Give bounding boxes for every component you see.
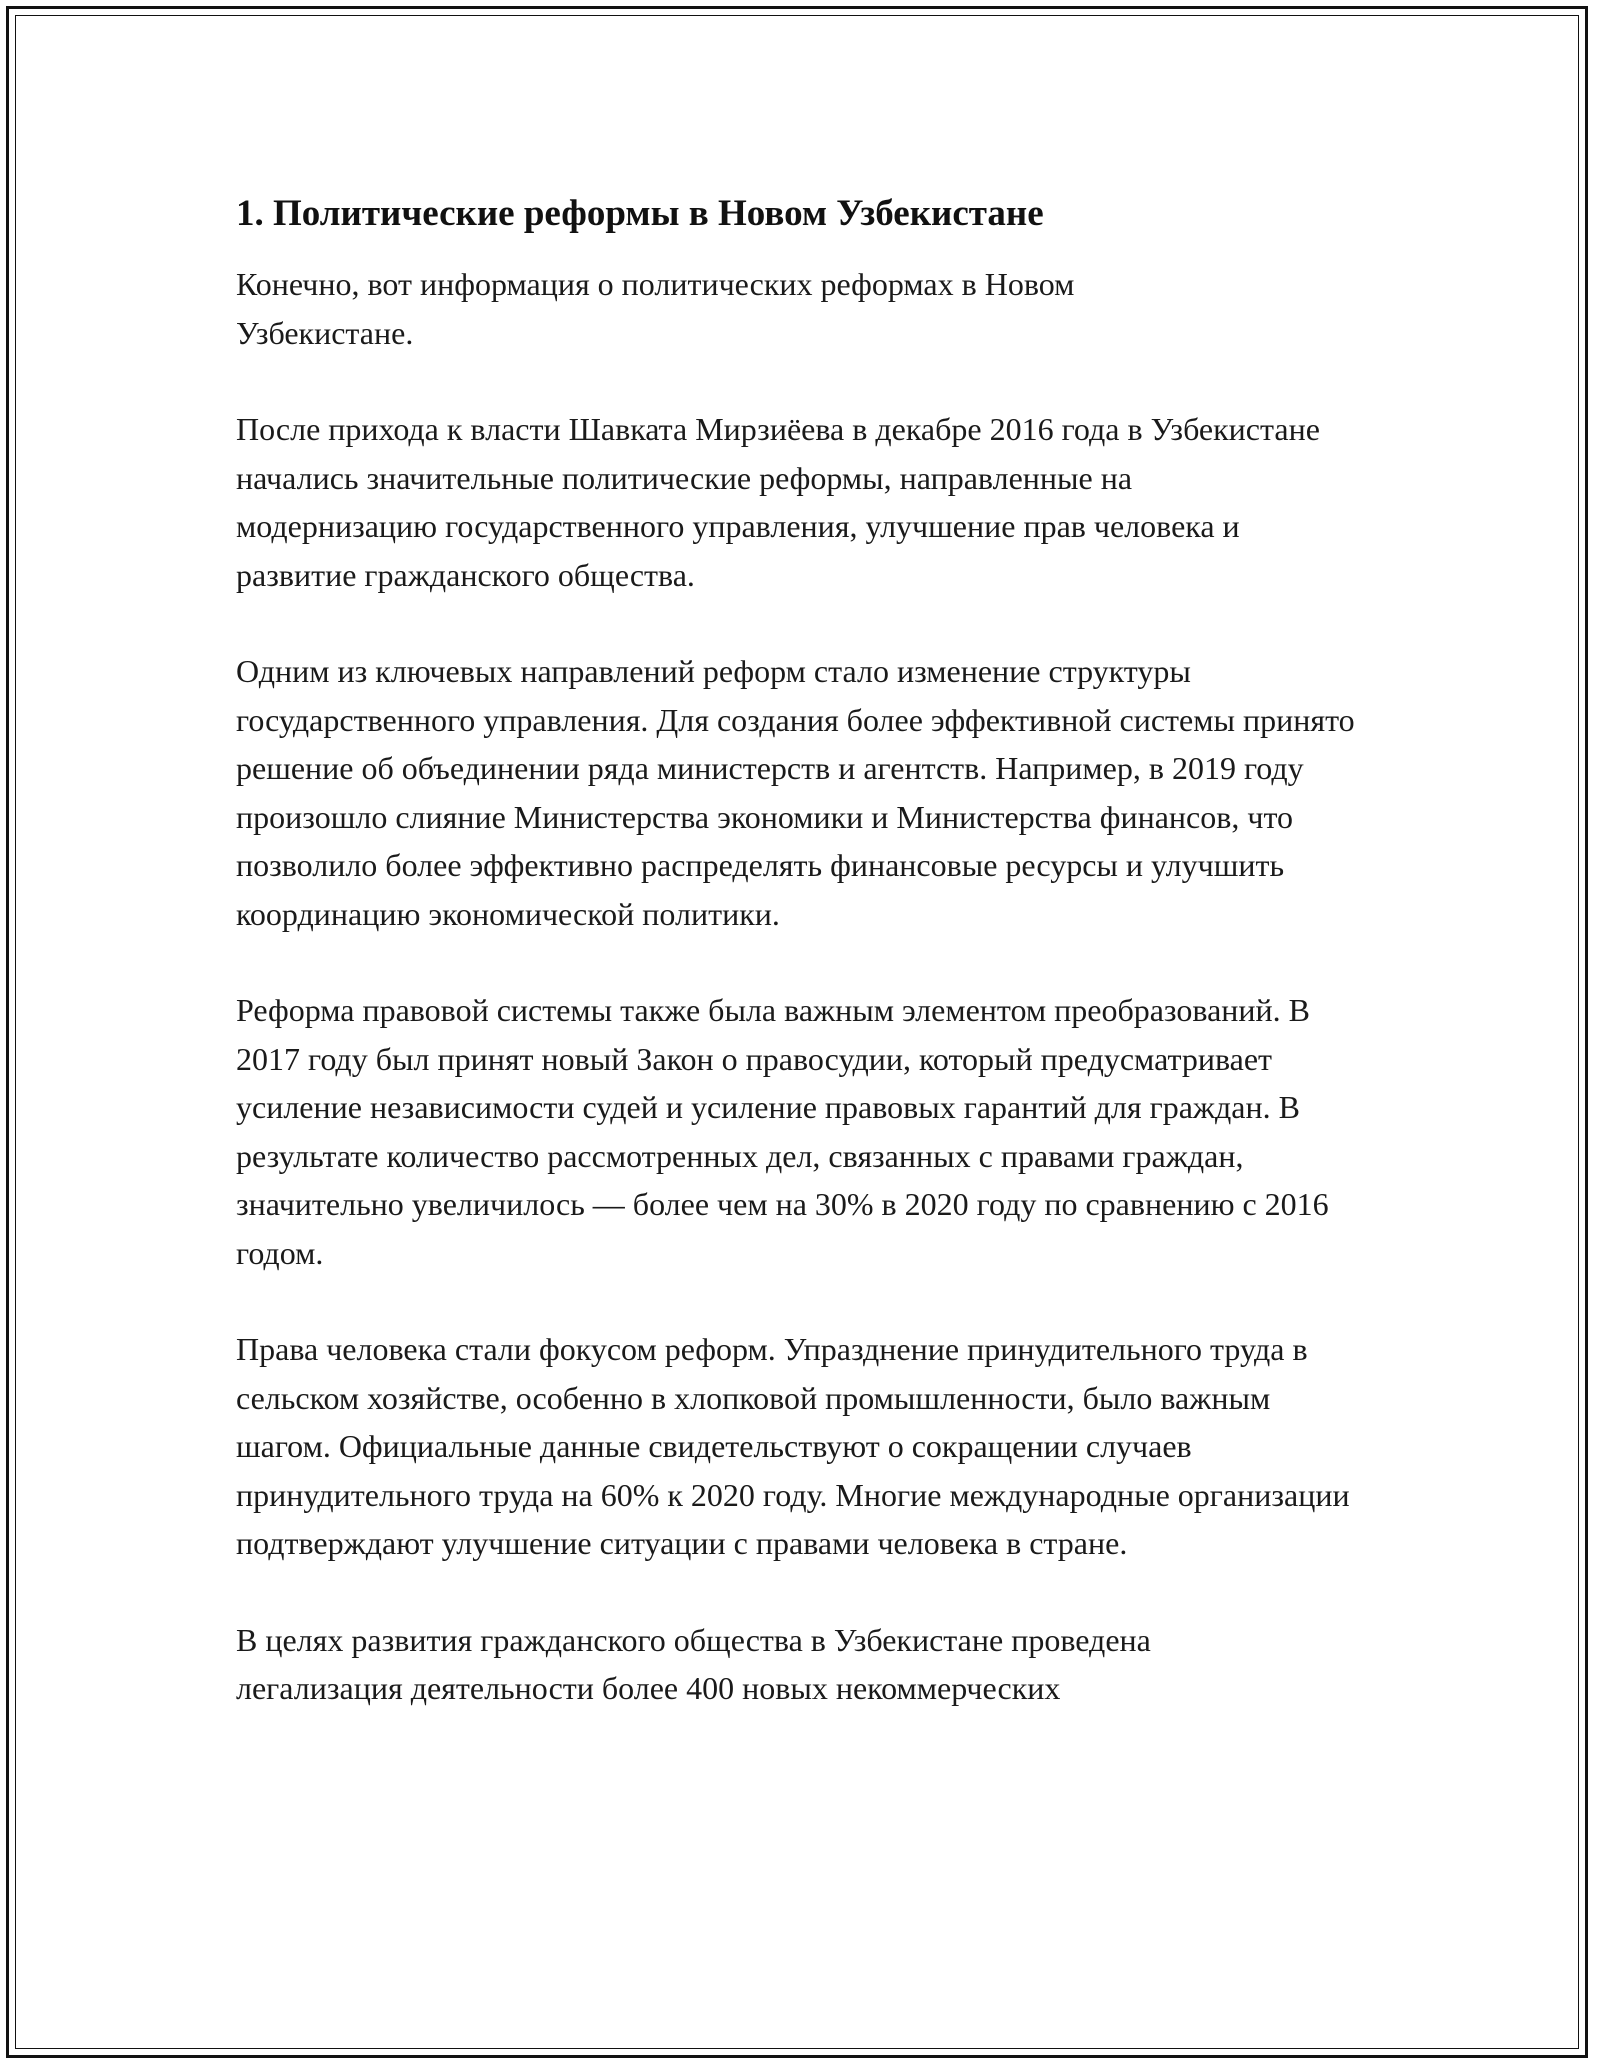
- paragraph-civil-society: В целях развития гражданского общества в Узбекистане проведена легализация деятельности более 400 новых некоммерческих: [236, 1621, 1151, 1706]
- document-body: [236, 186, 1386, 1761]
- paragraph-human-rights: Права человека стали фокусом реформ. Упразднение принудительного труда в сельском хозяйстве, особенно в хлопковой промышленности, было важным шагом. Официальные данные свидетельствуют о сокращении случаев принудительного труда на 60% к 2020 году. Многие международные организации подтверждают улучшение ситуации с правами человека в стране.: [236, 1331, 1350, 1561]
- section-heading: 1. Политические реформы в Новом Узбекистане: [236, 193, 1044, 234]
- paragraph-government-structure: Одним из ключевых направлений реформ стало изменение структуры государственного управления. Для создания более эффективной системы принято решение об объединении ряда министерств и агентств. Например, в 2019 году произошло слияние Министерства экономики и Министерства финансов, что позволило более эффективно распределять финансовые ресурсы и улучшить координацию экономической политики.: [236, 653, 1355, 932]
- paragraph-intro: Конечно, вот информация о политических реформах в Новом Узбекистане.: [236, 266, 1075, 351]
- paragraph-legal-reform: Реформа правовой системы также была важным элементом преобразований. В 2017 году был принят новый Закон о правосудии, который предусматривает усиление независимости судей и усиление правовых гарантий для граждан. В результате количество рассмотренных дел, связанных с правами граждан, значительно увеличилось — более чем на 30% в 2020 году по сравнению с 2016 годом.: [236, 992, 1329, 1271]
- paragraph-reforms-overview: После прихода к власти Шавката Мирзиёева в декабре 2016 года в Узбекистане начались значительные политические реформы, направленные на модернизацию государственного управления, улучшение прав человека и развитие гражданского общества.: [236, 411, 1320, 593]
